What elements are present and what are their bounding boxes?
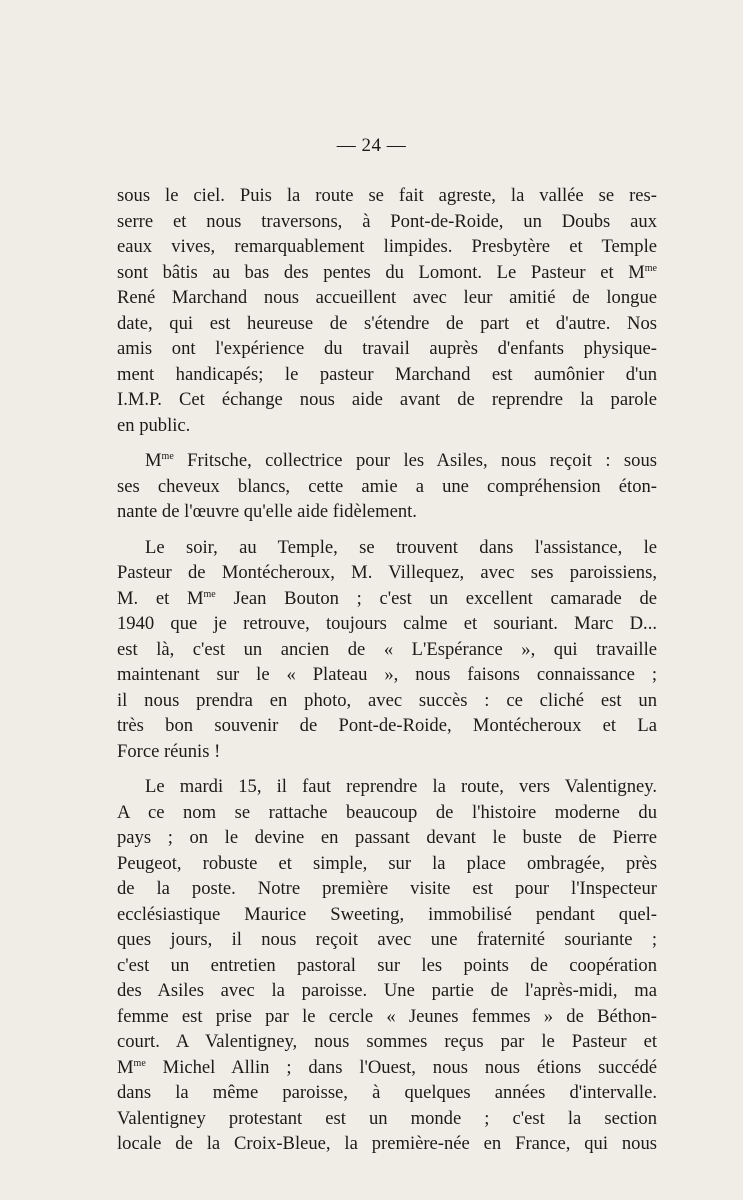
line-text: ecclésiastique Maurice Sweeting, immobilisé pendant quel- bbox=[117, 903, 657, 925]
paragraph bbox=[117, 183, 657, 438]
text-line bbox=[117, 927, 657, 953]
line-text: est là, c'est un ancien de « L'Espérance », qui travaille bbox=[117, 638, 657, 660]
line-text: c'est un entretien pastoral sur les points de coopération bbox=[117, 954, 657, 976]
line-text: des Asiles avec la paroisse. Une partie de l'après-midi, ma bbox=[117, 980, 657, 1001]
text-line bbox=[117, 499, 657, 525]
text-line bbox=[117, 774, 657, 800]
text-line bbox=[117, 474, 657, 500]
line-text: maintenant sur le « Plateau », nous faisons connaissance ; bbox=[117, 664, 657, 685]
line-text: M bbox=[117, 1056, 134, 1078]
line-text: serre et nous traversons, à Pont-de-Roide, un Doubs aux bbox=[117, 210, 657, 232]
text-line bbox=[117, 876, 657, 902]
text-line bbox=[117, 637, 657, 663]
text-line bbox=[117, 1106, 657, 1132]
line-text-continued: Jean Bouton ; c'est un excellent camarade de bbox=[215, 587, 657, 609]
page-number: — 24 — bbox=[336, 135, 407, 156]
text-line bbox=[117, 611, 657, 637]
line-text: sous le ciel. Puis la route se fait agreste, la vallée se res- bbox=[117, 185, 657, 206]
line-text: Pasteur de Montécheroux, M. Villequez, avec ses paroissiens, bbox=[117, 562, 657, 583]
text-line bbox=[117, 1055, 657, 1081]
line-text: Le mardi 15, il faut reprendre la route, vers Valentigney. bbox=[145, 776, 657, 797]
line-text: court. A Valentigney, nous sommes reçus par le Pasteur et bbox=[117, 1031, 657, 1052]
text-line bbox=[117, 535, 657, 561]
text-line bbox=[117, 586, 657, 612]
text-line bbox=[117, 362, 657, 388]
text-line bbox=[117, 825, 657, 851]
line-text: il nous prendra en photo, avec succès : ce cliché est un bbox=[117, 689, 657, 711]
line-text: sont bâtis au bas des pentes du Lomont. Le Pasteur et M bbox=[117, 261, 645, 283]
paragraph bbox=[117, 448, 657, 525]
text-line bbox=[117, 713, 657, 739]
paragraph bbox=[117, 535, 657, 765]
text-line bbox=[117, 1004, 657, 1030]
line-text: eaux vives, remarquablement limpides. Presbytère et Temple bbox=[117, 236, 657, 257]
text-line bbox=[117, 1029, 657, 1055]
line-text: Valentigney protestant est un monde ; c'est la section bbox=[117, 1107, 657, 1129]
line-text: René Marchand nous accueillent avec leur amitié de longue bbox=[117, 287, 657, 308]
text-line bbox=[117, 387, 657, 413]
line-text: ses cheveux blancs, cette amie a une compréhension éton- bbox=[117, 475, 657, 497]
line-text: amis ont l'expérience du travail auprès d'enfants physique- bbox=[117, 338, 657, 359]
text-line bbox=[117, 739, 657, 765]
line-text-continued: Fritsche, collectrice pour les Asiles, nous reçoit : sous bbox=[173, 450, 657, 471]
line-text: Le soir, au Temple, se trouvent dans l'assistance, le bbox=[145, 536, 657, 558]
line-text: M. et M bbox=[117, 587, 204, 609]
superscript: me bbox=[161, 451, 174, 462]
text-line bbox=[117, 902, 657, 928]
line-text: Force réunis ! bbox=[117, 740, 221, 762]
text-line bbox=[117, 311, 657, 337]
line-text: ment handicapés; le pasteur Marchand est aumônier d'un bbox=[117, 363, 657, 385]
text-line bbox=[117, 448, 657, 474]
paragraph bbox=[117, 774, 657, 1157]
line-text: date, qui est heureuse de s'étendre de part et d'autre. Nos bbox=[117, 312, 657, 334]
text-line bbox=[117, 560, 657, 586]
line-text: dans la même paroisse, à quelques années d'intervalle. bbox=[117, 1082, 657, 1103]
line-text: pays ; on le devine en passant devant le buste de Pierre bbox=[117, 827, 657, 848]
line-text-continued: Michel Allin ; dans l'Ouest, nous nous étions succédé bbox=[145, 1056, 657, 1078]
text-line bbox=[117, 260, 657, 286]
superscript: me bbox=[133, 1057, 146, 1069]
text-line bbox=[117, 1080, 657, 1106]
text-line bbox=[117, 1131, 657, 1157]
text-line bbox=[117, 800, 657, 826]
line-text: M bbox=[145, 450, 162, 471]
text-line bbox=[117, 336, 657, 362]
line-text: Peugeot, robuste et simple, sur la place ombragée, près bbox=[117, 852, 657, 874]
line-text: très bon souvenir de Pont-de-Roide, Montécheroux et La bbox=[117, 715, 657, 736]
text-line bbox=[117, 851, 657, 877]
line-text: locale de la Croix-Bleue, la première-née en France, qui nous bbox=[117, 1133, 657, 1154]
text-line bbox=[117, 978, 657, 1004]
text-line bbox=[117, 209, 657, 235]
line-text: 1940 que je retrouve, toujours calme et souriant. Marc D... bbox=[117, 613, 657, 634]
text-line bbox=[117, 662, 657, 688]
line-text: A ce nom se rattache beaucoup de l'histoire moderne du bbox=[117, 801, 657, 823]
line-text: en public. bbox=[117, 414, 191, 436]
text-line bbox=[117, 234, 657, 260]
text-line bbox=[117, 285, 657, 311]
superscript: me bbox=[644, 262, 657, 274]
line-text: femme est prise par le cercle « Jeunes femmes » de Béthon- bbox=[117, 1005, 657, 1027]
superscript: me bbox=[203, 588, 216, 600]
body-text bbox=[117, 183, 657, 1157]
text-line bbox=[117, 688, 657, 714]
line-text: I.M.P. Cet échange nous aide avant de reprendre la parole bbox=[117, 389, 657, 410]
line-text: nante de l'œuvre qu'elle aide fidèlement. bbox=[117, 501, 417, 522]
text-line bbox=[117, 183, 657, 209]
text-line bbox=[117, 413, 657, 439]
line-text: ques jours, il nous reçoit avec une fraternité souriante ; bbox=[117, 929, 657, 950]
text-line bbox=[117, 953, 657, 979]
line-text: de la poste. Notre première visite est pour l'Inspecteur bbox=[117, 878, 657, 899]
